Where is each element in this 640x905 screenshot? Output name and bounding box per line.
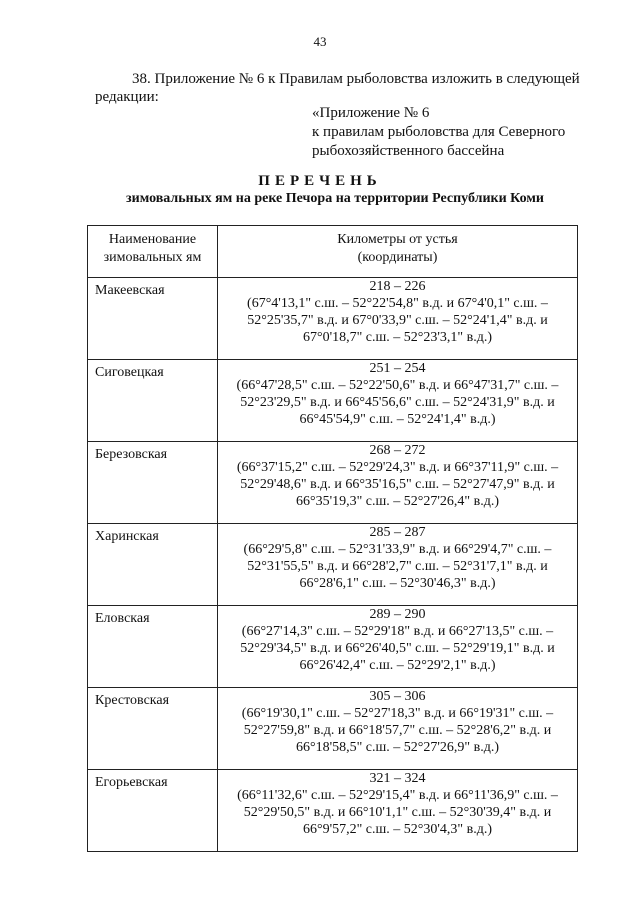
coords-line-3: 66°35'19,3" с.ш. – 52°27'26,4" в.д.): [295, 494, 500, 509]
coords-line-3: 66°26'42,4" с.ш. – 52°29'2,1" в.д.): [299, 658, 496, 673]
table-row: [88, 442, 578, 524]
km-range: 321 – 324: [369, 771, 426, 786]
pit-location-cell: [218, 688, 578, 770]
coords-line-1: (66°19'30,1" с.ш. – 52°27'18,3" в.д. и 66°19'31" с.ш. –: [241, 706, 554, 721]
coords-line-3: 66°9'57,2" с.ш. – 52°30'4,3" в.д.): [302, 822, 493, 837]
header-name-line-1: Наименование: [108, 232, 197, 247]
table-row: [88, 278, 578, 360]
table-row: [88, 688, 578, 770]
appendix-header-line-2: к правилам рыболовства для Северного: [312, 124, 566, 140]
appendix-header-line-1: «Приложение № 6: [312, 105, 430, 121]
wintering-pits-table: [87, 225, 578, 852]
document-title: ПЕРЕЧЕНЬ: [258, 173, 382, 189]
coords-line-1: (66°29'5,8" с.ш. – 52°31'33,9" в.д. и 66°29'4,7" с.ш. –: [243, 542, 552, 557]
header-name-line-2: зимовальных ям: [103, 250, 202, 265]
pit-name: Сиговецкая: [88, 360, 218, 442]
document-subtitle: зимовальных ям на реке Печора на территории Республики Коми: [126, 191, 544, 206]
table-row: [88, 770, 578, 852]
table-header-row: [88, 226, 578, 278]
page-number: 43: [313, 34, 327, 49]
coords-line-1: (67°4'13,1" с.ш. – 52°22'54,8" в.д. и 67°4'0,1" с.ш. –: [247, 296, 548, 311]
paragraph-line-2: редакции:: [95, 89, 159, 105]
coords-line-2: 52°29'50,5" в.д. и 66°10'1,1" с.ш. – 52°30'39,4" в.д. и: [243, 805, 552, 820]
pit-name: Еловская: [88, 606, 218, 688]
coords-line-1: (66°47'28,5" с.ш. – 52°22'50,6" в.д. и 66°47'31,7" с.ш. –: [236, 378, 559, 393]
coords-line-2: 52°27'59,8" в.д. и 66°18'57,7" с.ш. – 52°28'6,2" в.д. и: [243, 723, 552, 738]
coords-line-2: 52°29'48,6" в.д. и 66°35'16,5" с.ш. – 52°27'47,9" в.д. и: [240, 477, 555, 492]
header-km-cell: [218, 226, 578, 278]
coords-line-1: (66°11'32,6" с.ш. – 52°29'15,4" в.д. и 66°11'36,9" с.ш. –: [237, 788, 558, 803]
pit-name: Крестовская: [88, 688, 218, 770]
pit-name: Березовская: [88, 442, 218, 524]
km-range: 251 – 254: [369, 361, 426, 376]
pit-location-cell: [218, 524, 578, 606]
pit-name: Егорьевская: [88, 770, 218, 852]
appendix-header-line-3: рыбохозяйственного бассейна: [312, 143, 505, 159]
km-range: 305 – 306: [369, 689, 426, 704]
coords-line-2: 52°25'35,7" в.д. и 67°0'33,9" с.ш. – 52°24'1,4" в.д. и: [247, 313, 548, 328]
header-km-line-1: Километры от устья: [337, 232, 458, 247]
km-range: 285 – 287: [369, 525, 426, 540]
km-range: 289 – 290: [369, 607, 426, 622]
coords-line-3: 66°28'6,1" с.ш. – 52°30'46,3" в.д.): [299, 576, 496, 591]
coords-line-1: (66°27'14,3" с.ш. – 52°29'18" в.д. и 66°27'13,5" с.ш. –: [241, 624, 554, 639]
paragraph-line-1: 38. Приложение № 6 к Правилам рыболовства изложить в следующей: [132, 71, 580, 87]
pit-location-cell: [218, 606, 578, 688]
coords-line-3: 67°0'18,7" с.ш. – 52°23'3,1" в.д.): [302, 330, 493, 345]
pit-location-cell: [218, 770, 578, 852]
coords-line-3: 66°18'58,5" с.ш. – 52°27'26,9" в.д.): [295, 740, 500, 755]
coords-line-1: (66°37'15,2" с.ш. – 52°29'24,3" в.д. и 66°37'11,9" с.ш. –: [236, 460, 559, 475]
pit-name: Макеевская: [88, 278, 218, 360]
km-range: 218 – 226: [369, 279, 426, 294]
header-name-cell: [88, 226, 218, 278]
coords-line-2: 52°23'29,5" в.д. и 66°45'56,6" с.ш. – 52°24'31,9" в.д. и: [240, 395, 555, 410]
km-range: 268 – 272: [369, 443, 426, 458]
pit-location-cell: [218, 360, 578, 442]
coords-line-2: 52°31'55,5" в.д. и 66°28'2,7" с.ш. – 52°31'7,1" в.д. и: [247, 559, 548, 574]
appendix-header: [312, 104, 565, 161]
pit-location-cell: [218, 278, 578, 360]
header-km-line-2: (координаты): [357, 250, 438, 265]
coords-line-2: 52°29'34,5" в.д. и 66°26'40,5" с.ш. – 52°29'19,1" в.д. и: [240, 641, 555, 656]
table-row: [88, 524, 578, 606]
pit-location-cell: [218, 442, 578, 524]
table-row: [88, 360, 578, 442]
pit-name: Харинская: [88, 524, 218, 606]
table-row: [88, 606, 578, 688]
coords-line-3: 66°45'54,9" с.ш. – 52°24'1,4" в.д.): [299, 412, 496, 427]
